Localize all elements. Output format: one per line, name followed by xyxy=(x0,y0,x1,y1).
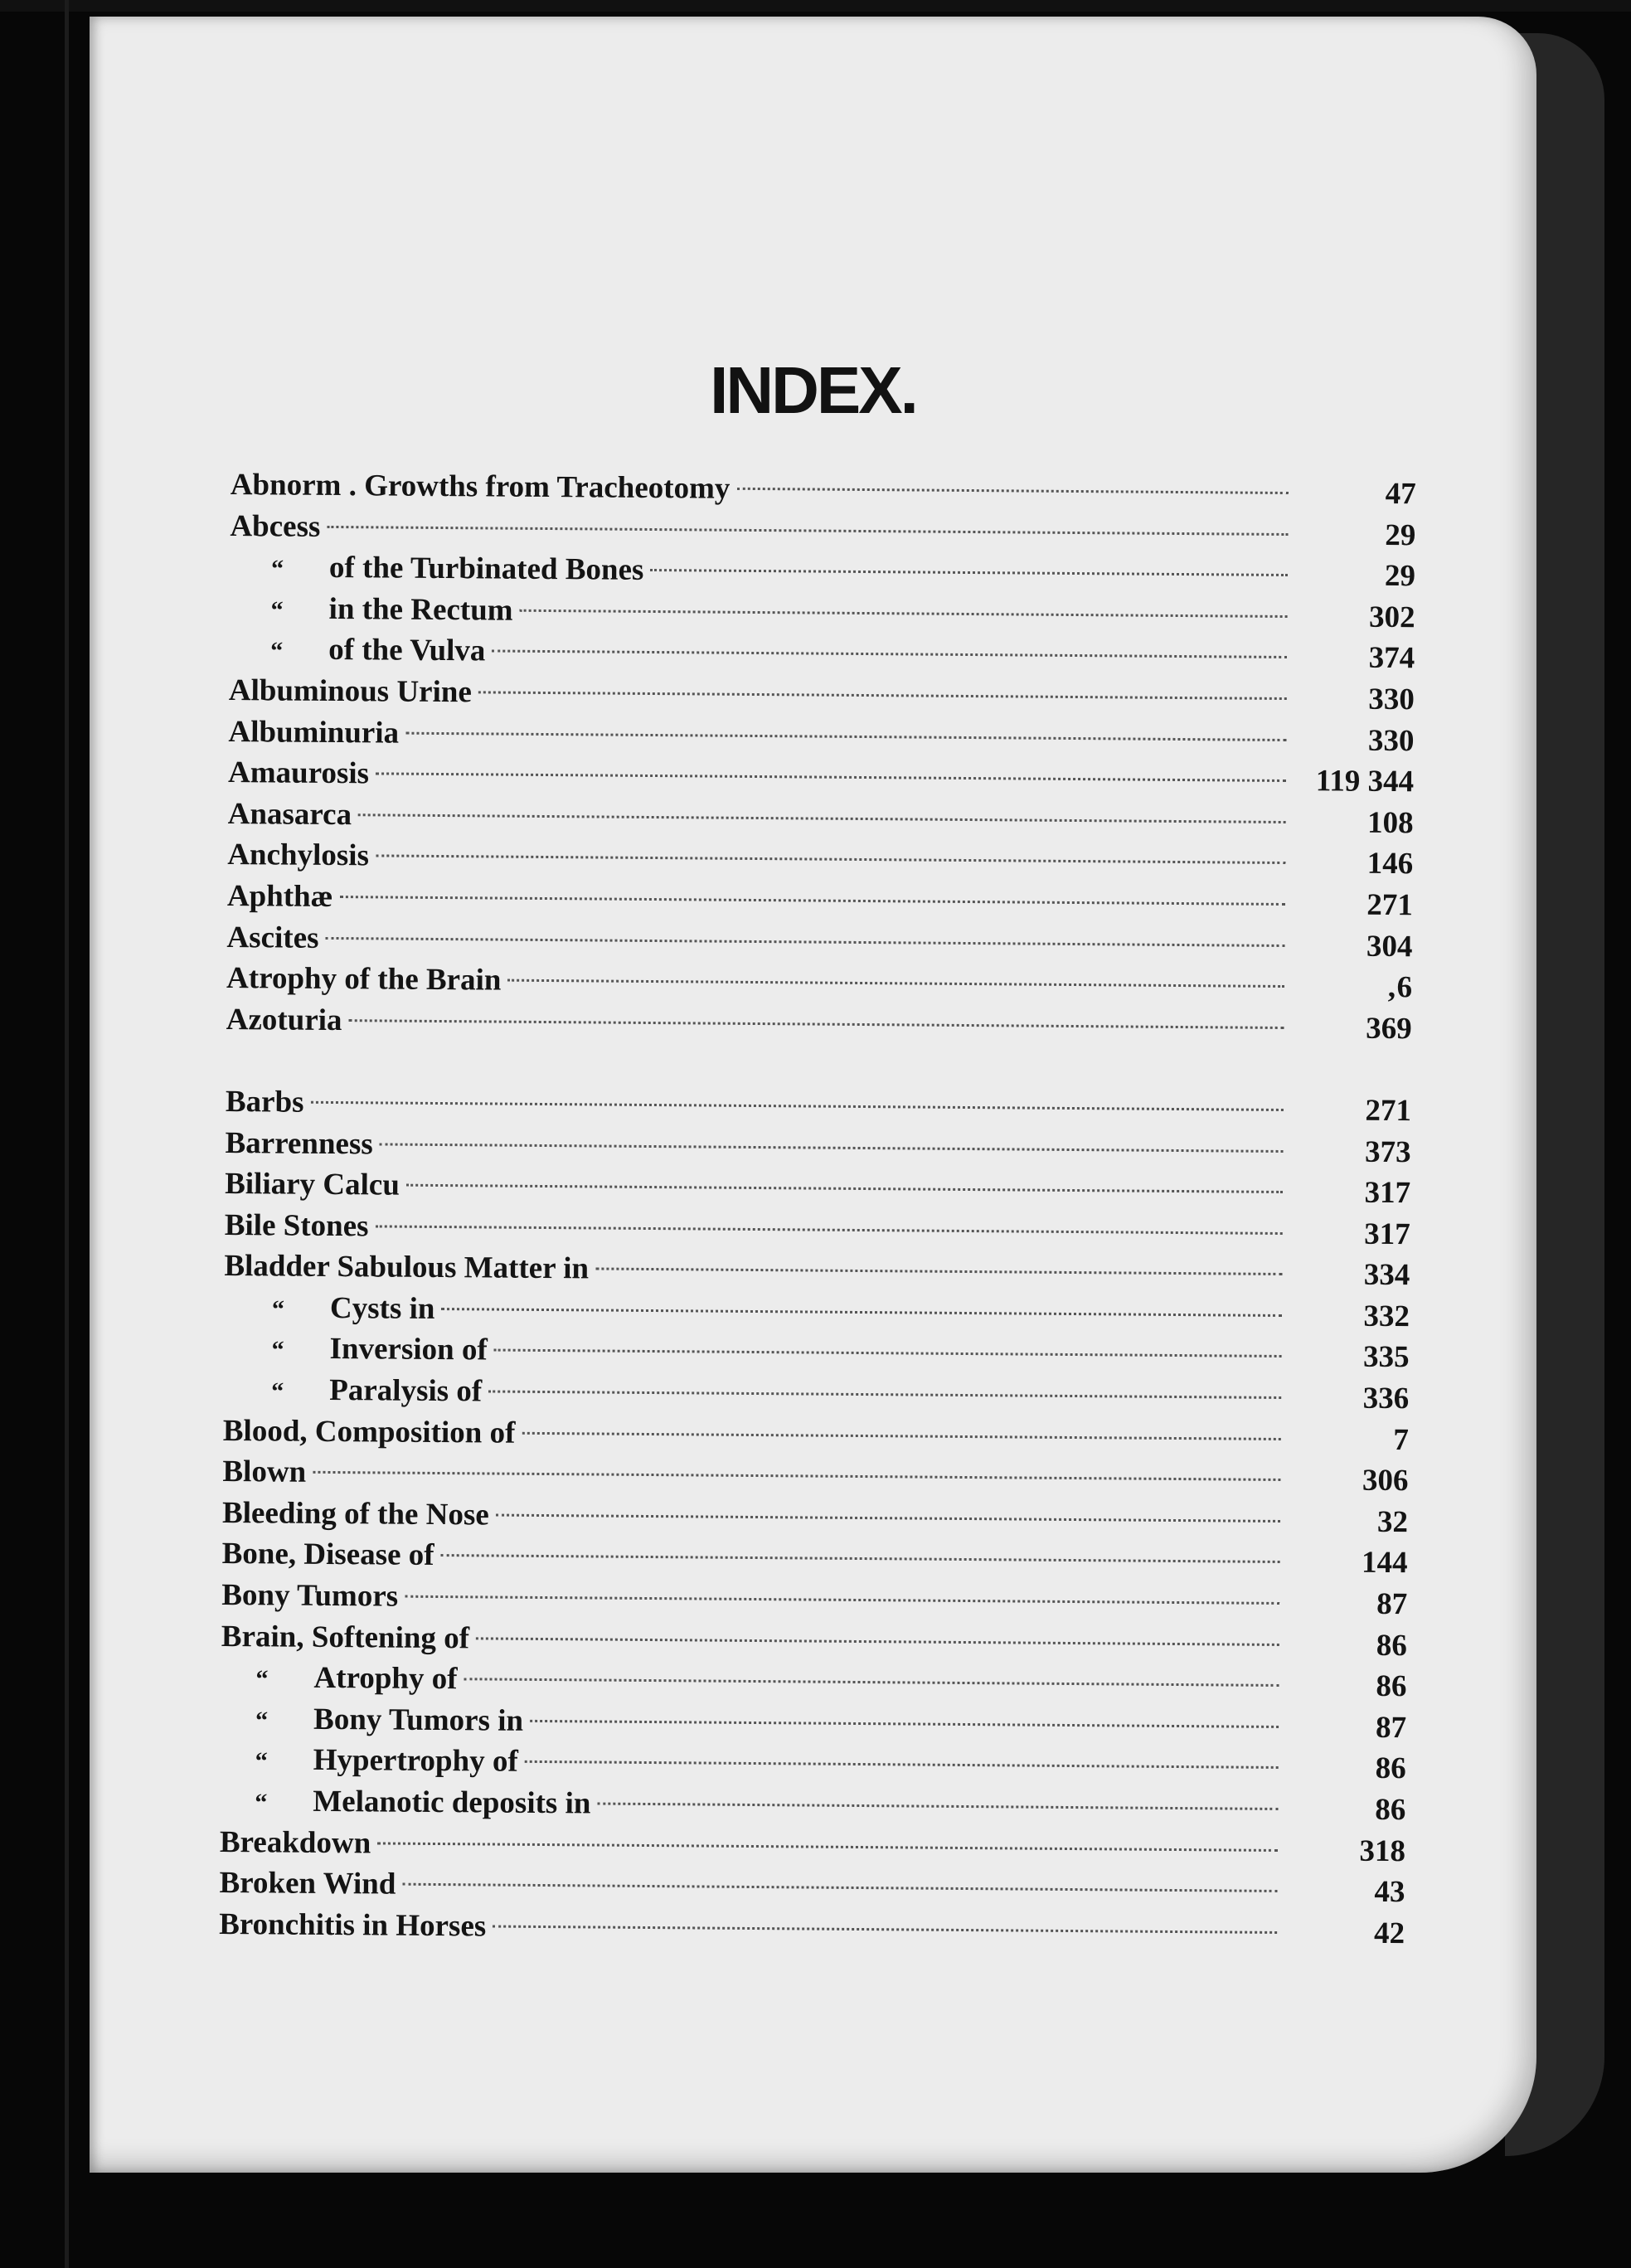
index-term: Bone, Disease of xyxy=(221,1537,434,1573)
page-number: 330 xyxy=(1367,723,1415,758)
dot-leader xyxy=(507,979,1284,988)
page-number: 317 xyxy=(1364,1217,1410,1251)
index-term: Breakdown xyxy=(219,1824,371,1860)
dot-leader xyxy=(406,1184,1283,1193)
index-term: Broken Wind xyxy=(219,1866,396,1901)
binding-line xyxy=(65,0,69,2268)
dot-leader xyxy=(476,1637,1279,1646)
index-term: Brain, Softening of xyxy=(221,1619,470,1655)
index-term: Barrenness xyxy=(225,1125,373,1161)
dot-leader xyxy=(376,773,1286,783)
index-term: Melanotic deposits in xyxy=(313,1784,591,1821)
dot-leader xyxy=(339,896,1284,906)
page-number: 318 xyxy=(1359,1833,1406,1868)
index-term: Hypertrophy of xyxy=(313,1743,518,1780)
index-term: Amaurosis xyxy=(227,755,370,791)
index-term: Blown xyxy=(222,1455,307,1490)
page-number: 47 xyxy=(1385,476,1416,512)
index-term: Aphthæ xyxy=(226,878,333,914)
ditto-mark: “ xyxy=(255,1789,268,1817)
index-term: Inversion of xyxy=(329,1332,488,1367)
index-term: Bony Tumors in xyxy=(313,1702,524,1738)
index-term: Ascites xyxy=(226,920,319,955)
page-number: 86 xyxy=(1376,1669,1407,1704)
page-number: 29 xyxy=(1385,517,1416,552)
dot-leader xyxy=(736,488,1288,494)
index-term: Barbs xyxy=(225,1084,304,1119)
dot-leader xyxy=(327,526,1288,536)
book-page xyxy=(90,17,1536,2173)
page-title: INDEX. xyxy=(710,353,916,427)
index-term: Abnorm . Growths from Tracheotomy xyxy=(230,467,731,506)
dot-leader xyxy=(597,1803,1278,1810)
dot-leader xyxy=(441,1308,1282,1317)
page-number: 373 xyxy=(1364,1134,1411,1169)
dot-leader xyxy=(494,1349,1282,1357)
top-edge-shadow xyxy=(0,0,1631,12)
dot-leader xyxy=(348,1019,1284,1029)
index-term: Biliary Calcu xyxy=(225,1167,400,1202)
dot-leader xyxy=(380,1143,1284,1153)
page-number: 335 xyxy=(1362,1340,1410,1375)
dot-leader xyxy=(496,1513,1280,1522)
dot-leader xyxy=(377,1842,1278,1852)
page-number: 317 xyxy=(1364,1175,1411,1211)
index-term: Atrophy of the Brain xyxy=(226,961,502,998)
page-number: 332 xyxy=(1363,1299,1410,1334)
page-number: 336 xyxy=(1362,1381,1410,1416)
page-number: 302 xyxy=(1368,600,1415,635)
index-term: Abcess xyxy=(230,508,321,544)
dot-leader xyxy=(441,1554,1280,1563)
page-number: 86 xyxy=(1376,1628,1408,1663)
ditto-mark: “ xyxy=(255,1665,269,1693)
index-list xyxy=(219,464,1416,1955)
page-number: 32 xyxy=(1376,1504,1409,1540)
page-number: 108 xyxy=(1366,805,1414,840)
index-term: in the Rectum xyxy=(328,591,513,628)
ditto-mark: “ xyxy=(270,637,284,665)
dot-leader xyxy=(595,1268,1282,1276)
index-entry xyxy=(219,1904,1405,1955)
dot-leader xyxy=(492,650,1287,659)
dot-leader xyxy=(520,609,1288,618)
page-number: 271 xyxy=(1366,887,1414,923)
dot-leader xyxy=(650,569,1288,576)
dot-leader xyxy=(522,1431,1280,1440)
page-number: 334 xyxy=(1363,1258,1410,1293)
page-number: 306 xyxy=(1362,1464,1409,1498)
index-term: Bladder Sabulous Matter in xyxy=(224,1249,590,1286)
dot-leader xyxy=(358,813,1286,823)
ditto-mark: “ xyxy=(271,1377,284,1406)
ditto-mark: “ xyxy=(270,555,284,583)
page-number: 271 xyxy=(1365,1093,1412,1129)
dot-leader xyxy=(525,1760,1279,1769)
ditto-mark: “ xyxy=(271,1336,284,1365)
index-term: Bleeding of the Nose xyxy=(221,1495,489,1532)
index-term: of the Turbinated Bones xyxy=(328,551,644,588)
page-number: 119 344 xyxy=(1315,764,1415,799)
dot-leader xyxy=(493,1925,1277,1933)
dot-leader xyxy=(375,1225,1282,1235)
page-number: 87 xyxy=(1375,1710,1407,1745)
page-number: 86 xyxy=(1375,1751,1406,1786)
page-number: 144 xyxy=(1361,1546,1408,1581)
dot-leader xyxy=(478,691,1287,700)
index-term: Azoturia xyxy=(226,1002,342,1037)
index-term: Atrophy of xyxy=(313,1661,458,1697)
ditto-mark: “ xyxy=(255,1707,269,1735)
index-term: Paralysis of xyxy=(329,1373,483,1409)
index-term: Bony Tumors xyxy=(221,1577,399,1614)
index-term: Cysts in xyxy=(329,1290,435,1326)
page-number: 7 xyxy=(1393,1422,1409,1457)
index-term: Anchylosis xyxy=(227,838,370,873)
page-number: 146 xyxy=(1366,847,1414,881)
index-term: of the Vulva xyxy=(328,633,486,668)
index-term: Bile Stones xyxy=(224,1207,369,1244)
dot-leader xyxy=(530,1720,1279,1728)
index-term: Albuminous Urine xyxy=(228,673,472,710)
page-number: 29 xyxy=(1384,559,1416,594)
ditto-mark: “ xyxy=(271,1295,285,1323)
index-term: Albuminuria xyxy=(228,714,400,750)
dot-leader xyxy=(402,1883,1277,1892)
page-number: 304 xyxy=(1366,929,1413,964)
page-number: 43 xyxy=(1374,1875,1405,1910)
dot-leader xyxy=(488,1391,1281,1400)
page-number: ‚6 xyxy=(1386,970,1413,1005)
index-term: Blood, Composition of xyxy=(222,1413,516,1450)
ditto-mark: “ xyxy=(255,1747,268,1775)
index-term: Anasarca xyxy=(227,796,352,832)
dot-leader xyxy=(313,1471,1280,1481)
dot-leader xyxy=(376,855,1285,865)
page-number: 86 xyxy=(1375,1792,1406,1828)
page-number: 374 xyxy=(1368,641,1415,676)
dot-leader xyxy=(325,936,1284,946)
dot-leader xyxy=(464,1678,1279,1687)
page-number: 87 xyxy=(1376,1586,1408,1622)
dot-leader xyxy=(405,1595,1279,1605)
dot-leader xyxy=(405,731,1286,741)
dot-leader xyxy=(311,1101,1284,1111)
ditto-mark: “ xyxy=(270,596,284,624)
page-number: 42 xyxy=(1373,1916,1405,1950)
page-number: 369 xyxy=(1366,1011,1412,1046)
page-number: 330 xyxy=(1368,682,1415,717)
index-term: Bronchitis in Horses xyxy=(219,1906,487,1944)
